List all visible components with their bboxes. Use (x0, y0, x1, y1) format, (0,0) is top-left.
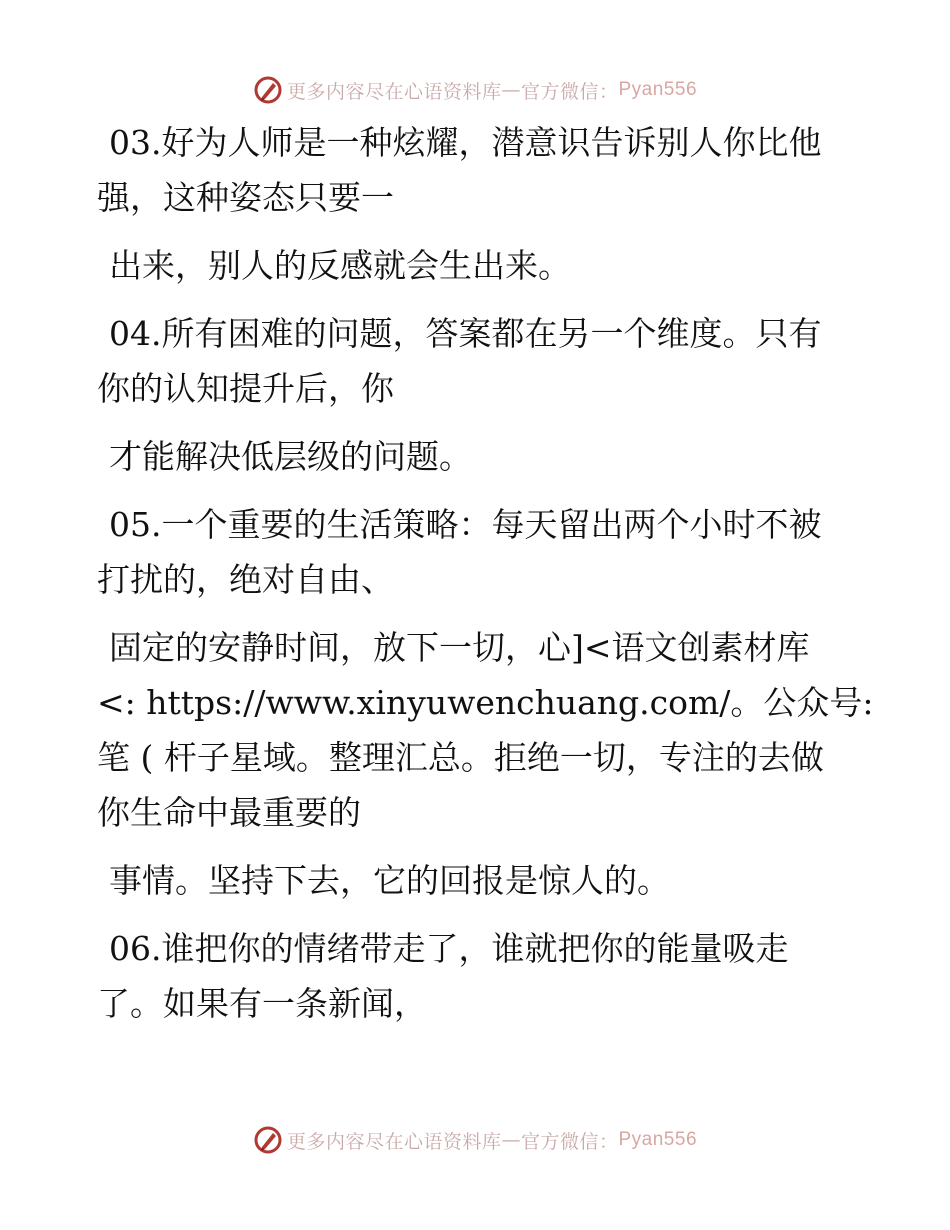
header-site-text: 更多内容尽在心语资料库 (286, 80, 502, 103)
footer-wechat-label: 官方微信： (520, 1130, 619, 1153)
header-banner (0, 70, 950, 110)
paragraph-line: 固定的安静时间，放下一切，心]<语文创素材库 (109, 628, 810, 667)
paragraph-line: 你生命中最重要的 (97, 793, 361, 832)
footer-banner (0, 1120, 950, 1160)
paragraph-line: 才能解决低层级的问题。 (109, 437, 472, 476)
paragraph-line: 03.好为人师是一种炫耀，潜意识告诉别人你比他 (109, 123, 822, 162)
paragraph-line: <: https://www.xinyuwenchuang.com/。公众号: (97, 683, 874, 722)
paragraph-line: 笔 ( 杆子星域。整理汇总。拒绝一切，专注的去做 (97, 738, 824, 777)
header-separator: — (501, 79, 521, 101)
footer-wechat-id: Pyan556 (618, 1129, 698, 1150)
paragraph-line: 打扰的，绝对自由、 (97, 560, 394, 599)
header-wechat-id: Pyan556 (618, 79, 698, 100)
pen-logo-icon (253, 75, 283, 105)
pen-logo-icon (253, 1125, 283, 1155)
paragraph-line: 事情。坚持下去，它的回报是惊人的。 (109, 861, 670, 900)
footer-separator: — (501, 1129, 521, 1151)
paragraph-line: 了。如果有一条新闻， (97, 984, 427, 1023)
paragraph-line: 05.一个重要的生活策略：每天留出两个小时不被 (109, 505, 822, 544)
paragraph-line: 你的认知提升后，你 (97, 369, 394, 408)
paragraph-line: 出来，别人的反感就会生出来。 (109, 246, 571, 285)
paragraph-line: 04.所有困难的问题，答案都在另一个维度。只有 (109, 314, 822, 353)
footer-site-text: 更多内容尽在心语资料库 (286, 1130, 502, 1153)
paragraph-line: 06.谁把你的情绪带走了，谁就把你的能量吸走 (109, 929, 789, 968)
header-wechat-label: 官方微信： (520, 80, 619, 103)
paragraph-line: 强，这种姿态只要一 (97, 178, 394, 217)
article-body (97, 122, 874, 1025)
